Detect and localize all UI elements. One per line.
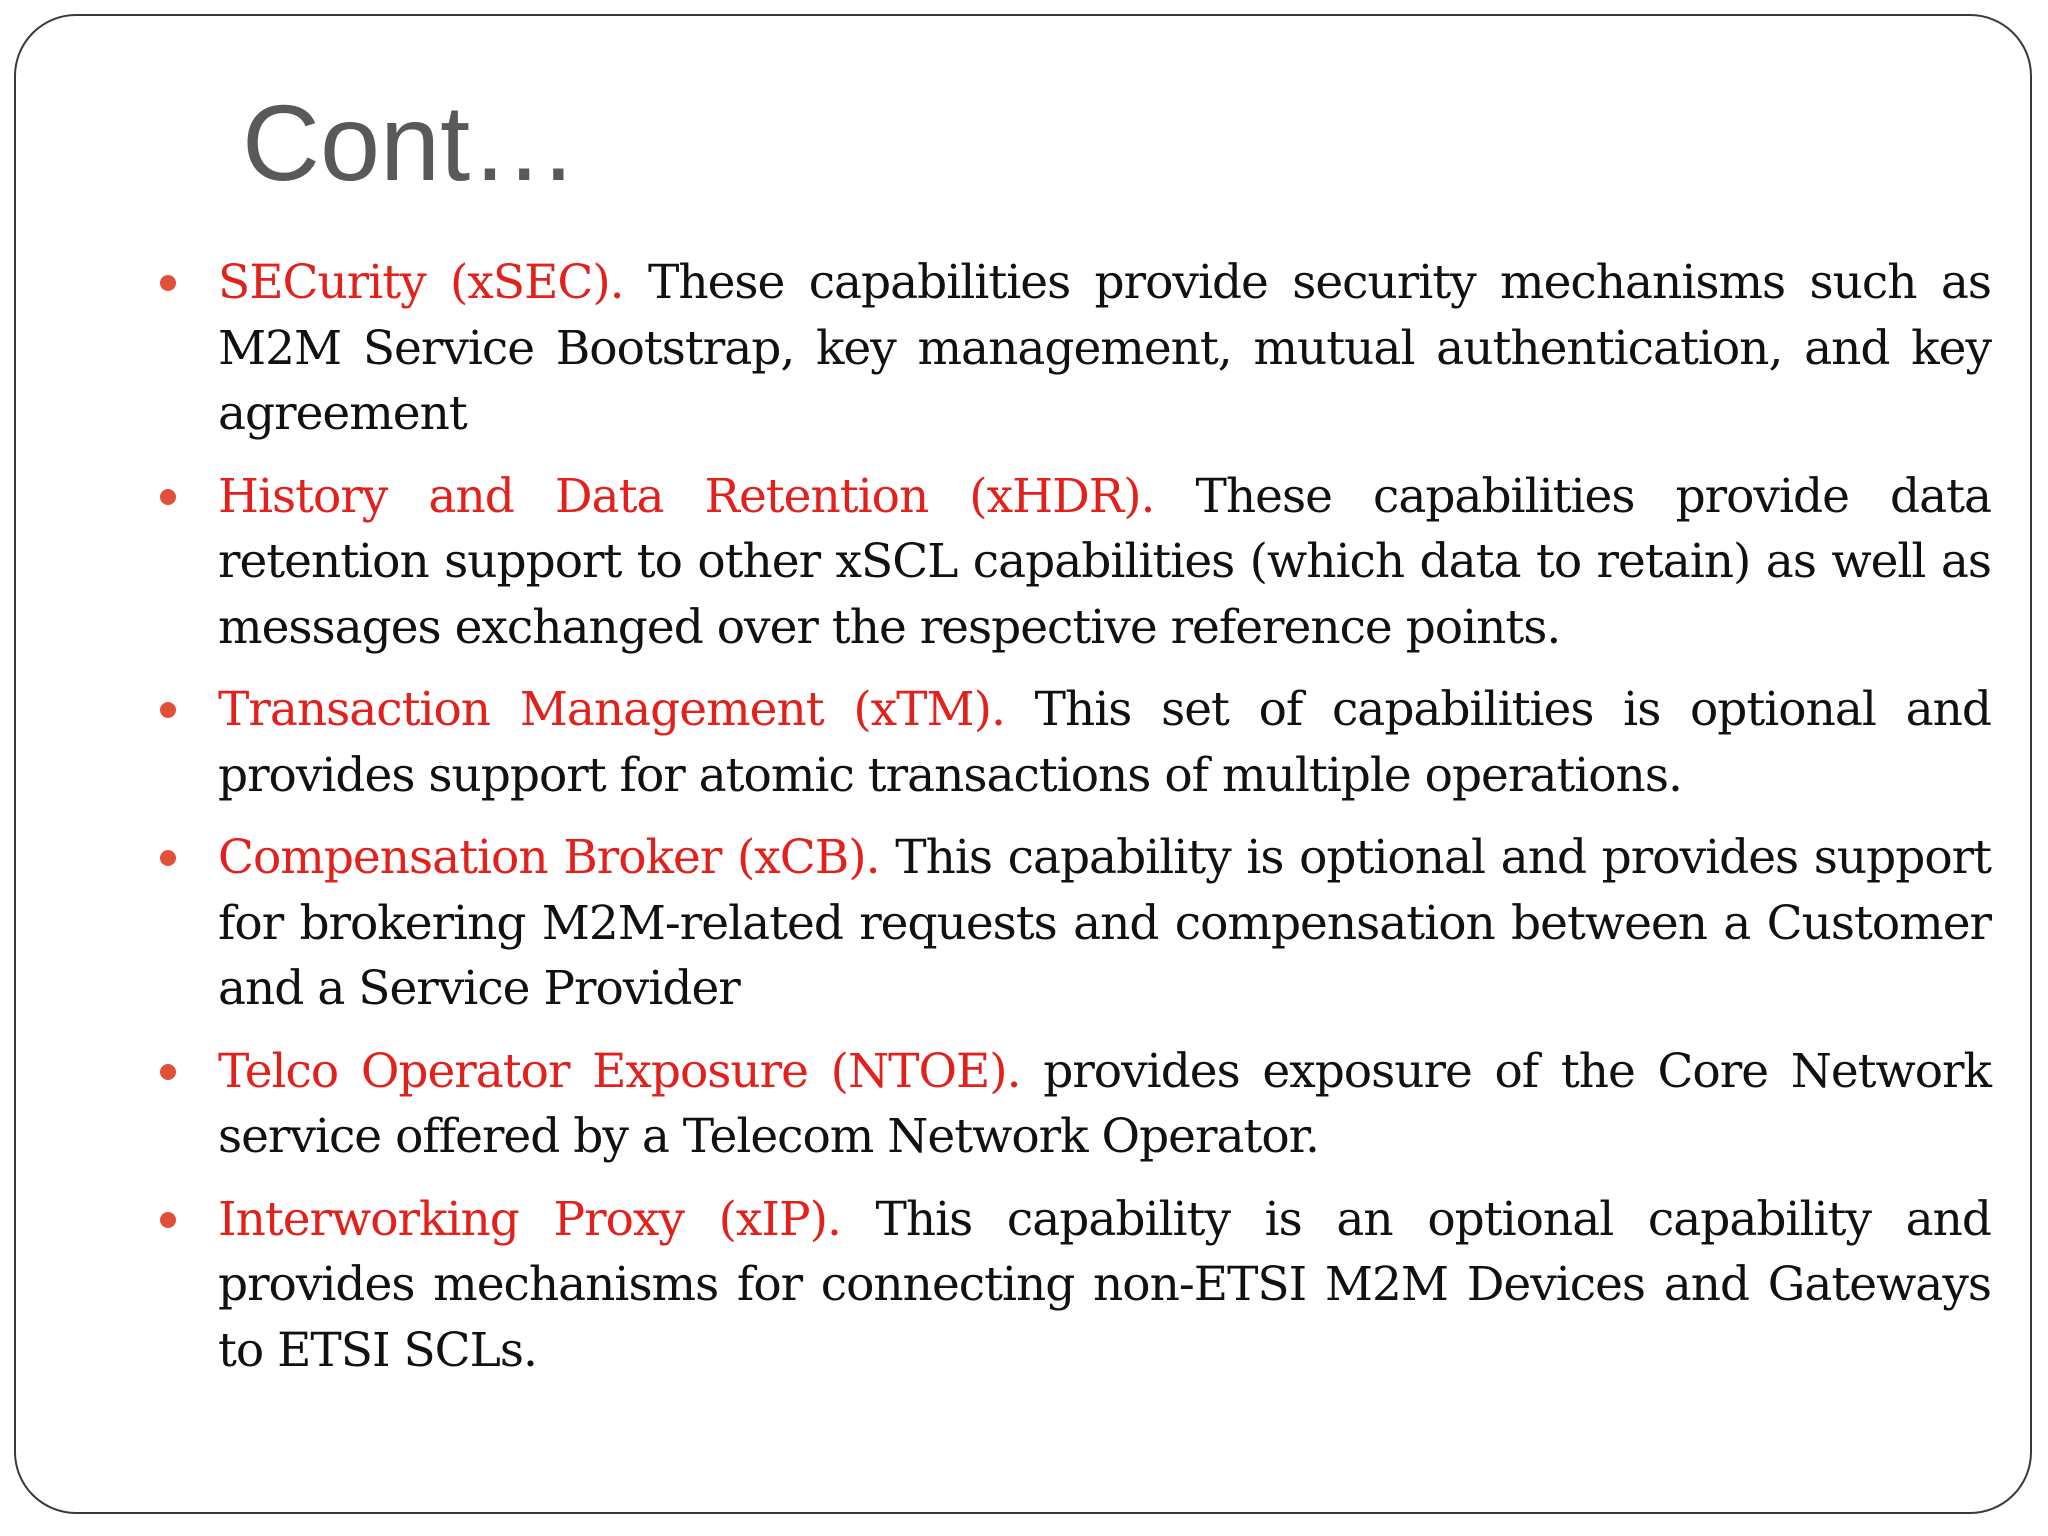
- bullet-term: SECurity (xSEC).: [218, 255, 624, 310]
- bullet-dot-icon: [160, 1064, 176, 1080]
- bullet-term: Transaction Management (xTM).: [218, 682, 1005, 737]
- bullet-item-xsec: [218, 250, 1991, 447]
- bullet-dot-icon: [160, 850, 176, 866]
- bullet-dot-icon: [160, 275, 176, 291]
- bullet-term: Telco Operator Exposure (NTOE).: [218, 1043, 1021, 1099]
- bullet-term: Compensation Broker (xCB).: [218, 830, 880, 885]
- bullet-text: This capability is an optional capability and provides mechanisms for connecting non-ETSI M2M Devices and Gateways to ETSI SCLs.: [218, 1191, 1991, 1378]
- bullet-item-xcb: [218, 825, 1991, 1022]
- bullet-dot-icon: [160, 489, 176, 505]
- bullet-text: These capabilities provide data retention support to other xSCL capabilities (which data to retain) as well as messages exchanged over the respective reference points.: [218, 468, 1991, 655]
- bullet-item-xtm: [218, 677, 1991, 808]
- bullet-dot-icon: [160, 702, 176, 718]
- bullet-term: History and Data Retention (xHDR).: [218, 468, 1155, 524]
- bullet-text: provides exposure of the Core Network service offered by a Telecom Network Operator.: [218, 1043, 1991, 1164]
- bullet-dot-icon: [160, 1212, 176, 1228]
- slide-frame: [14, 14, 2032, 1514]
- bullet-item-xhdr: [218, 464, 1991, 661]
- bullet-text: These capabilities provide security mechanisms such as M2M Service Bootstrap, key management, mutual authentication, and key agreement: [218, 255, 1991, 441]
- bullet-list: [218, 250, 1991, 1400]
- bullet-text: This set of capabilities is optional and provides support for atomic transactions of multiple operations.: [218, 682, 1991, 803]
- slide-title: Cont…: [242, 82, 579, 203]
- bullet-term: Interworking Proxy (xIP).: [218, 1191, 841, 1247]
- bullet-text: This capability is optional and provides support for brokering M2M-related requests and compensation between a Customer and a Service Provider: [218, 830, 1991, 1016]
- bullet-item-ntoe: [218, 1039, 1991, 1170]
- bullet-item-xip: [218, 1187, 1991, 1384]
